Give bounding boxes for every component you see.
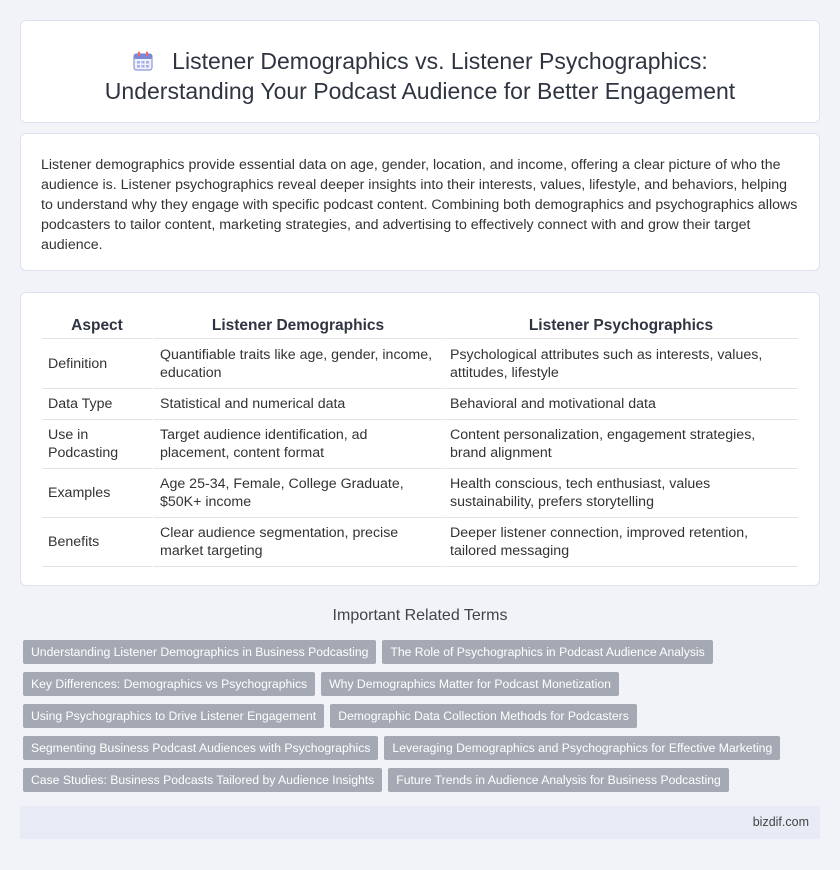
table-row xyxy=(42,469,798,518)
page-title xyxy=(21,46,819,106)
calendar-icon xyxy=(132,49,154,71)
aspect-cell: Use in Podcasting xyxy=(42,420,152,469)
related-term-tag[interactable]: Understanding Listener Demographics in Business Podcasting xyxy=(23,640,376,664)
related-term-tag[interactable]: Why Demographics Matter for Podcast Monetization xyxy=(321,672,619,696)
title-card xyxy=(20,20,820,123)
demographics-cell: Target audience identification, ad placement, content format xyxy=(152,420,442,469)
demographics-cell: Quantifiable traits like age, gender, income, education xyxy=(152,339,442,389)
header-demographics: Listener Demographics xyxy=(152,313,442,339)
title-line-2: Understanding Your Podcast Audience for Better Engagement xyxy=(104,78,736,104)
table-header-row xyxy=(42,313,798,339)
footer-bar xyxy=(20,806,820,839)
comparison-table xyxy=(42,313,798,567)
related-term-tag[interactable]: Demographic Data Collection Methods for Podcasters xyxy=(330,704,637,728)
aspect-cell: Benefits xyxy=(42,518,152,567)
title-line-1: Listener Demographics vs. Listener Psychographics: xyxy=(172,48,708,74)
table-row xyxy=(42,389,798,420)
footer-site-link[interactable]: bizdif.com xyxy=(752,815,809,829)
table-row xyxy=(42,339,798,389)
related-term-tag[interactable]: Leveraging Demographics and Psychographics for Effective Marketing xyxy=(384,736,780,760)
related-term-tag[interactable]: Key Differences: Demographics vs Psychographics xyxy=(23,672,315,696)
summary-card xyxy=(20,133,820,271)
comparison-table-card xyxy=(20,292,820,586)
psychographics-cell: Psychological attributes such as interests, values, attitudes, lifestyle xyxy=(442,339,798,389)
psychographics-cell: Content personalization, engagement strategies, brand alignment xyxy=(442,420,798,469)
header-psychographics: Listener Psychographics xyxy=(442,313,798,339)
related-term-tag[interactable]: Future Trends in Audience Analysis for Business Podcasting xyxy=(388,768,729,792)
related-term-tag[interactable]: The Role of Psychographics in Podcast Audience Analysis xyxy=(382,640,712,664)
demographics-cell: Age 25-34, Female, College Graduate, $50K+ income xyxy=(152,469,442,518)
psychographics-cell: Health conscious, tech enthusiast, values sustainability, prefers storytelling xyxy=(442,469,798,518)
related-term-tag[interactable]: Case Studies: Business Podcasts Tailored by Audience Insights xyxy=(23,768,382,792)
header-aspect: Aspect xyxy=(42,313,152,339)
demographics-cell: Clear audience segmentation, precise market targeting xyxy=(152,518,442,567)
related-term-tag[interactable]: Using Psychographics to Drive Listener Engagement xyxy=(23,704,324,728)
related-terms-heading: Important Related Terms xyxy=(332,607,508,624)
related-terms-list xyxy=(23,640,813,800)
related-term-tag[interactable]: Segmenting Business Podcast Audiences with Psychographics xyxy=(23,736,378,760)
aspect-cell: Data Type xyxy=(42,389,152,420)
table-row xyxy=(42,420,798,469)
psychographics-cell: Deeper listener connection, improved retention, tailored messaging xyxy=(442,518,798,567)
table-row xyxy=(42,518,798,567)
demographics-cell: Statistical and numerical data xyxy=(152,389,442,420)
psychographics-cell: Behavioral and motivational data xyxy=(442,389,798,420)
aspect-cell: Definition xyxy=(42,339,152,389)
aspect-cell: Examples xyxy=(42,469,152,518)
summary-text: Listener demographics provide essential data on age, gender, location, and income, offering a clear picture of who the audience is. Listener psychographics reveal deeper insights into their interests, values, lifestyle, and behaviors, helping to understand why they engage with specific podcast content. Combining both demographics and psychographics allows podcasters to tailor content, marketing strategies, and advertising to effectively connect with and grow their target audience. xyxy=(41,157,798,253)
